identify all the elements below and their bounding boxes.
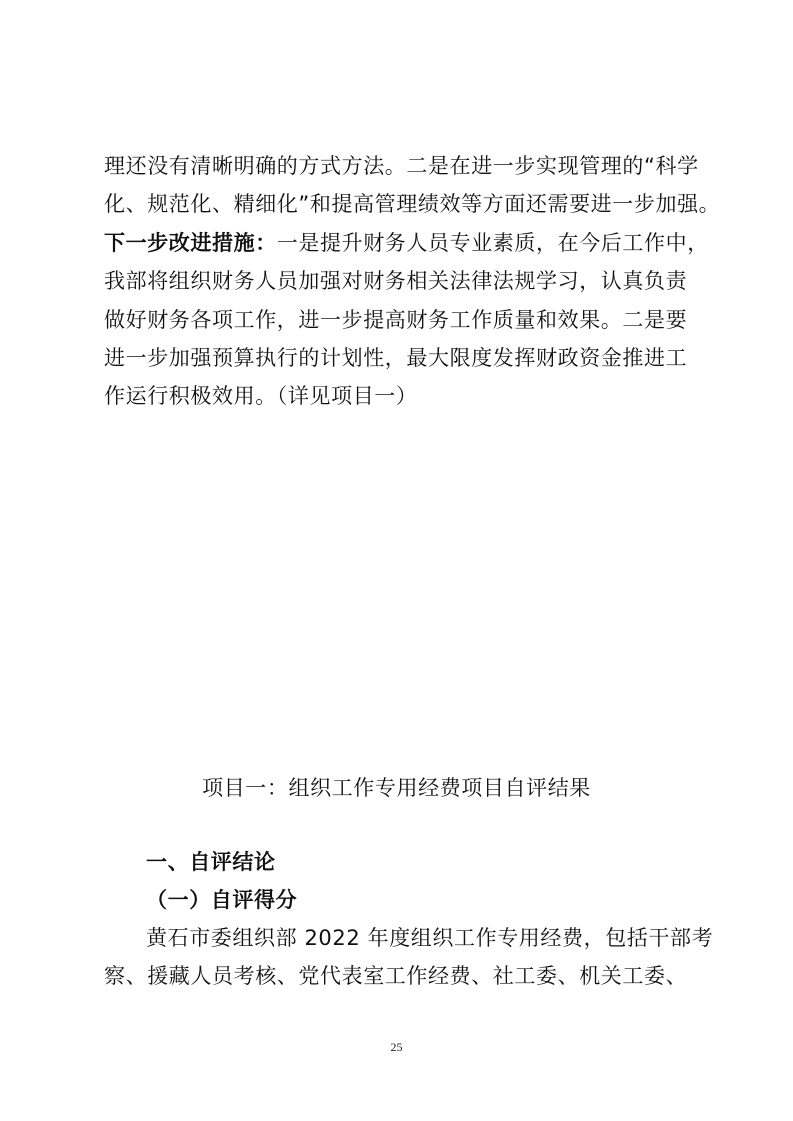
paragraph-line: 进一步加强预算执行的计划性，最大限度发挥财政资金推进工 [104,346,688,370]
paragraph-line [104,230,709,256]
paragraph-line: 察、援藏人员考核、党代表室工作经费、社工委、机关工委、 [104,964,688,988]
project-title: 项目一：组织工作专用经费项目自评结果 [202,776,591,800]
paragraph-line: 黄石市委组织部 2022 年度组织工作专用经费，包括干部考 [146,926,714,950]
paragraph-line: 化、规范化、精细化”和提高管理绩效等方面还需要进一步加强。 [104,192,721,216]
subsection-heading: （一）自评得分 [146,888,298,912]
paragraph-line: 理还没有清晰明确的方式方法。二是在进一步实现管理的“科学 [104,154,699,178]
page-number: 25 [390,1040,403,1054]
paragraph-text: 一是提升财务人员专业素质，在今后工作中， [276,231,709,255]
paragraph-line: 作运行积极效用。（详见项目一） [104,384,418,408]
paragraph-line: 做好财务各项工作，进一步提高财务工作质量和效果。二是要 [104,308,688,332]
next-steps-label: 下一步改进措施： [104,231,277,255]
paragraph-line: 我部将组织财务人员加强对财务相关法律法规学习，认真负责 [104,269,688,293]
section-heading: 一、自评结论 [146,850,276,874]
